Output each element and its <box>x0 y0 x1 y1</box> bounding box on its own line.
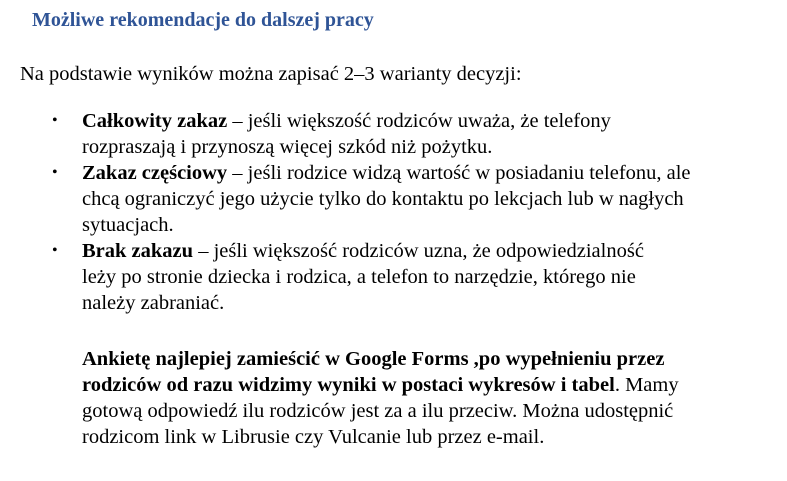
option-text-line: – jeśli rodzice widzą wartość w posiadaniu telefonu, ale <box>227 162 691 184</box>
option-text-line: – jeśli większość rodziców uważa, że telefony <box>227 110 611 132</box>
closing-bold-line: rodziców od razu widzimy wyniki w postaci wykresów i tabel <box>82 374 615 396</box>
bullet-icon: • <box>52 242 58 259</box>
option-text-line: rozpraszają i przynoszą więcej szkód niż pożytku. <box>82 136 493 158</box>
bullet-icon: • <box>52 112 58 129</box>
option-text-line: leży po stronie dziecka i rodzica, a telefon to narzędzie, którego nie <box>82 266 636 288</box>
option-text-line: chcą ograniczyć jego użycie tylko do kontaktu po lekcjach lub w nagłych <box>82 188 684 210</box>
option-title: Całkowity zakaz <box>82 110 228 132</box>
bullet-icon: • <box>52 164 58 181</box>
option-text-line: sytuacjach. <box>82 214 174 236</box>
closing-bold-line: Ankietę najlepiej zamieścić w Google Forms ,po wypełnieniu przez <box>82 348 665 370</box>
option-text-line: należy zabraniać. <box>82 292 225 314</box>
closing-text: rodzicom link w Librusie czy Vulcanie lub przez e-mail. <box>82 426 545 448</box>
closing-paragraph <box>82 346 679 450</box>
option-title: Zakaz częściowy <box>82 162 228 184</box>
list-item-total-ban <box>0 108 787 160</box>
option-title: Brak zakazu <box>82 240 194 262</box>
intro-paragraph: Na podstawie wyników można zapisać 2–3 warianty decyzji: <box>20 63 522 85</box>
closing-text: gotową odpowiedź ilu rodziców jest za a ilu przeciw. Można udostępnić <box>82 400 674 422</box>
closing-text: . Mamy <box>614 374 679 396</box>
section-heading: Możliwe rekomendacje do dalszej pracy <box>32 9 374 31</box>
list-item-partial-ban <box>0 160 787 238</box>
list-item-no-ban <box>0 238 787 316</box>
option-text-line: – jeśli większość rodziców uzna, że odpowiedzialność <box>193 240 644 262</box>
recommendation-list <box>0 108 787 316</box>
